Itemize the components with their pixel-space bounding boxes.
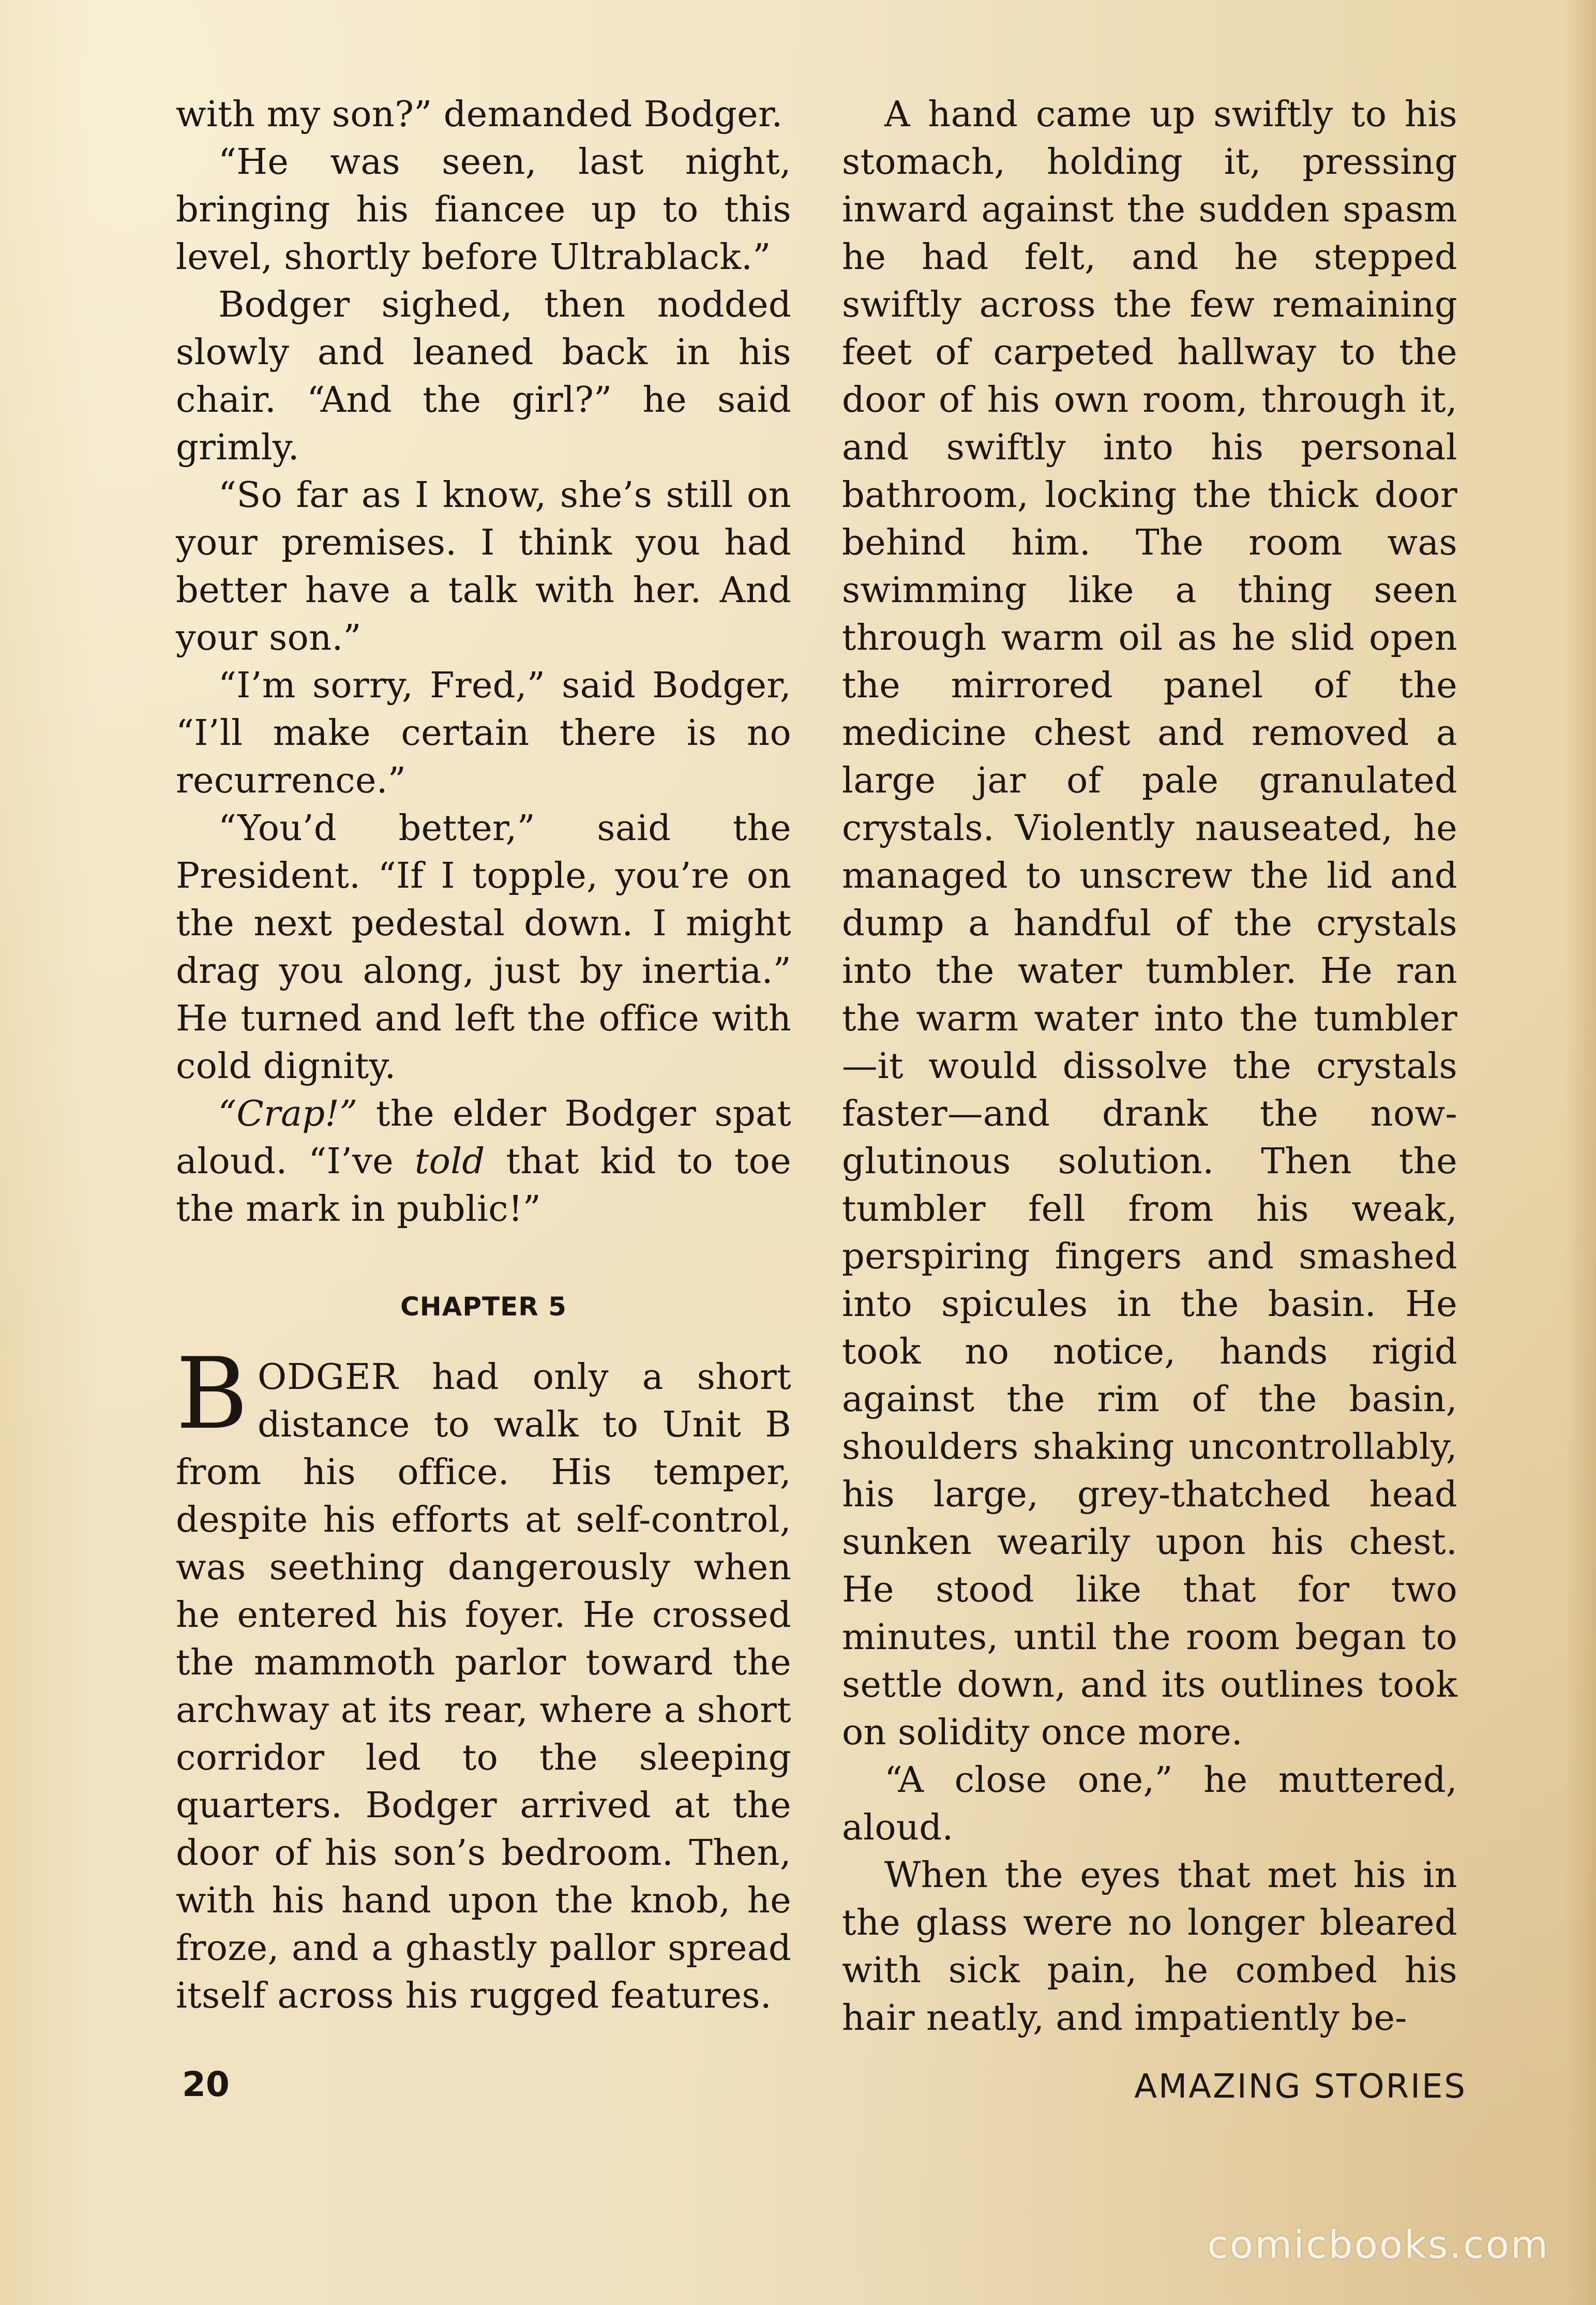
left-text-column <box>176 91 791 2019</box>
paragraph: “I’m sorry, Fred,” said Bodger, “I’ll make certain there is no recurrence.” <box>176 665 791 801</box>
emphasis: told <box>414 1141 485 1182</box>
magazine-title: AMAZING STORIES <box>1134 2068 1467 2106</box>
text-run: had only a short distance to walk to Unit B from his office. His temper, despite his efforts at self-control, was seething dangerously when he entered his foyer. He crossed the mammoth parlor toward the archway at its rear, where a short corridor led to the sleeping quarters. Bodger arrived at the door of his son’s bedroom. Then, with his hand upon the knob, he froze, and a ghastly pallor spread itself across his rugged features. <box>176 1356 791 2016</box>
paragraph <box>176 1337 791 2019</box>
paragraph <box>176 1090 791 1233</box>
text-run: the elder Bodger spat aloud. “I’ve <box>176 1093 791 1182</box>
paragraph: “A close one,” he muttered, aloud. <box>842 1759 1457 1848</box>
drop-cap: B <box>176 1337 248 1451</box>
right-text-column <box>842 91 1457 2042</box>
chapter-heading: CHAPTER 5 <box>400 1292 567 1322</box>
paragraph: A hand came up swiftly to his stomach, holding it, pressing inward against the sudden spasm he had felt, and he stepped swiftly across the few remaining feet of carpeted hallway to the door of his own room, through it, and swiftly into his personal bathroom, locking the thick door behind him. The room was swimming like a thing seen through warm oil as he slid open the mirrored panel of the medicine chest and removed a large jar of pale granulated crystals. Violently nauseated, he managed to unscrew the lid and dump a handful of the crystals into the water tumbler. He ran the warm water into the tumbler—it would dissolve the crystals faster—and drank the now-glutinous solution. Then the tumbler fell from his weak, perspiring fingers and smashed into spicules in the basin. He took no notice, hands rigid against the rim of the basin, shoulders shaking uncontrollably, his large, grey-thatched head sunken wearily upon his chest. He stood like that for two minutes, until the room began to settle down, and its outlines took on solidity once more. <box>842 94 1457 1753</box>
paragraph: with my son?” demanded Bodger. <box>176 94 783 135</box>
paragraph: “So far as I know, she’s still on your premises. I think you had better have a talk with her. And your son.” <box>176 474 791 658</box>
paragraph: “You’d better,” said the President. “If I topple, you’re on the next pedestal down. I might drag you along, just by inertia.” He turned and left the office with cold dignity. <box>176 807 791 1087</box>
emphasis: “Crap!” <box>218 1093 358 1134</box>
paragraph: Bodger sighed, then nodded slowly and leaned back in his chair. “And the girl?” he said grimly. <box>176 284 791 468</box>
small-caps-lead: ODGER <box>257 1356 399 1398</box>
text-run: that kid to toe the mark in public!” <box>176 1141 792 1230</box>
page-number: 20 <box>182 2064 230 2104</box>
paragraph: When the eyes that met his in the glass were no longer bleared with sick pain, he combed his hair neatly, and impatiently be- <box>842 1854 1457 2039</box>
paragraph: “He was seen, last night, bringing his fiancee up to this level, shortly before Ultrablack.” <box>176 141 791 278</box>
watermark: comicbooks.com <box>1207 2223 1549 2267</box>
page-edge-shadow <box>1565 0 1596 2305</box>
